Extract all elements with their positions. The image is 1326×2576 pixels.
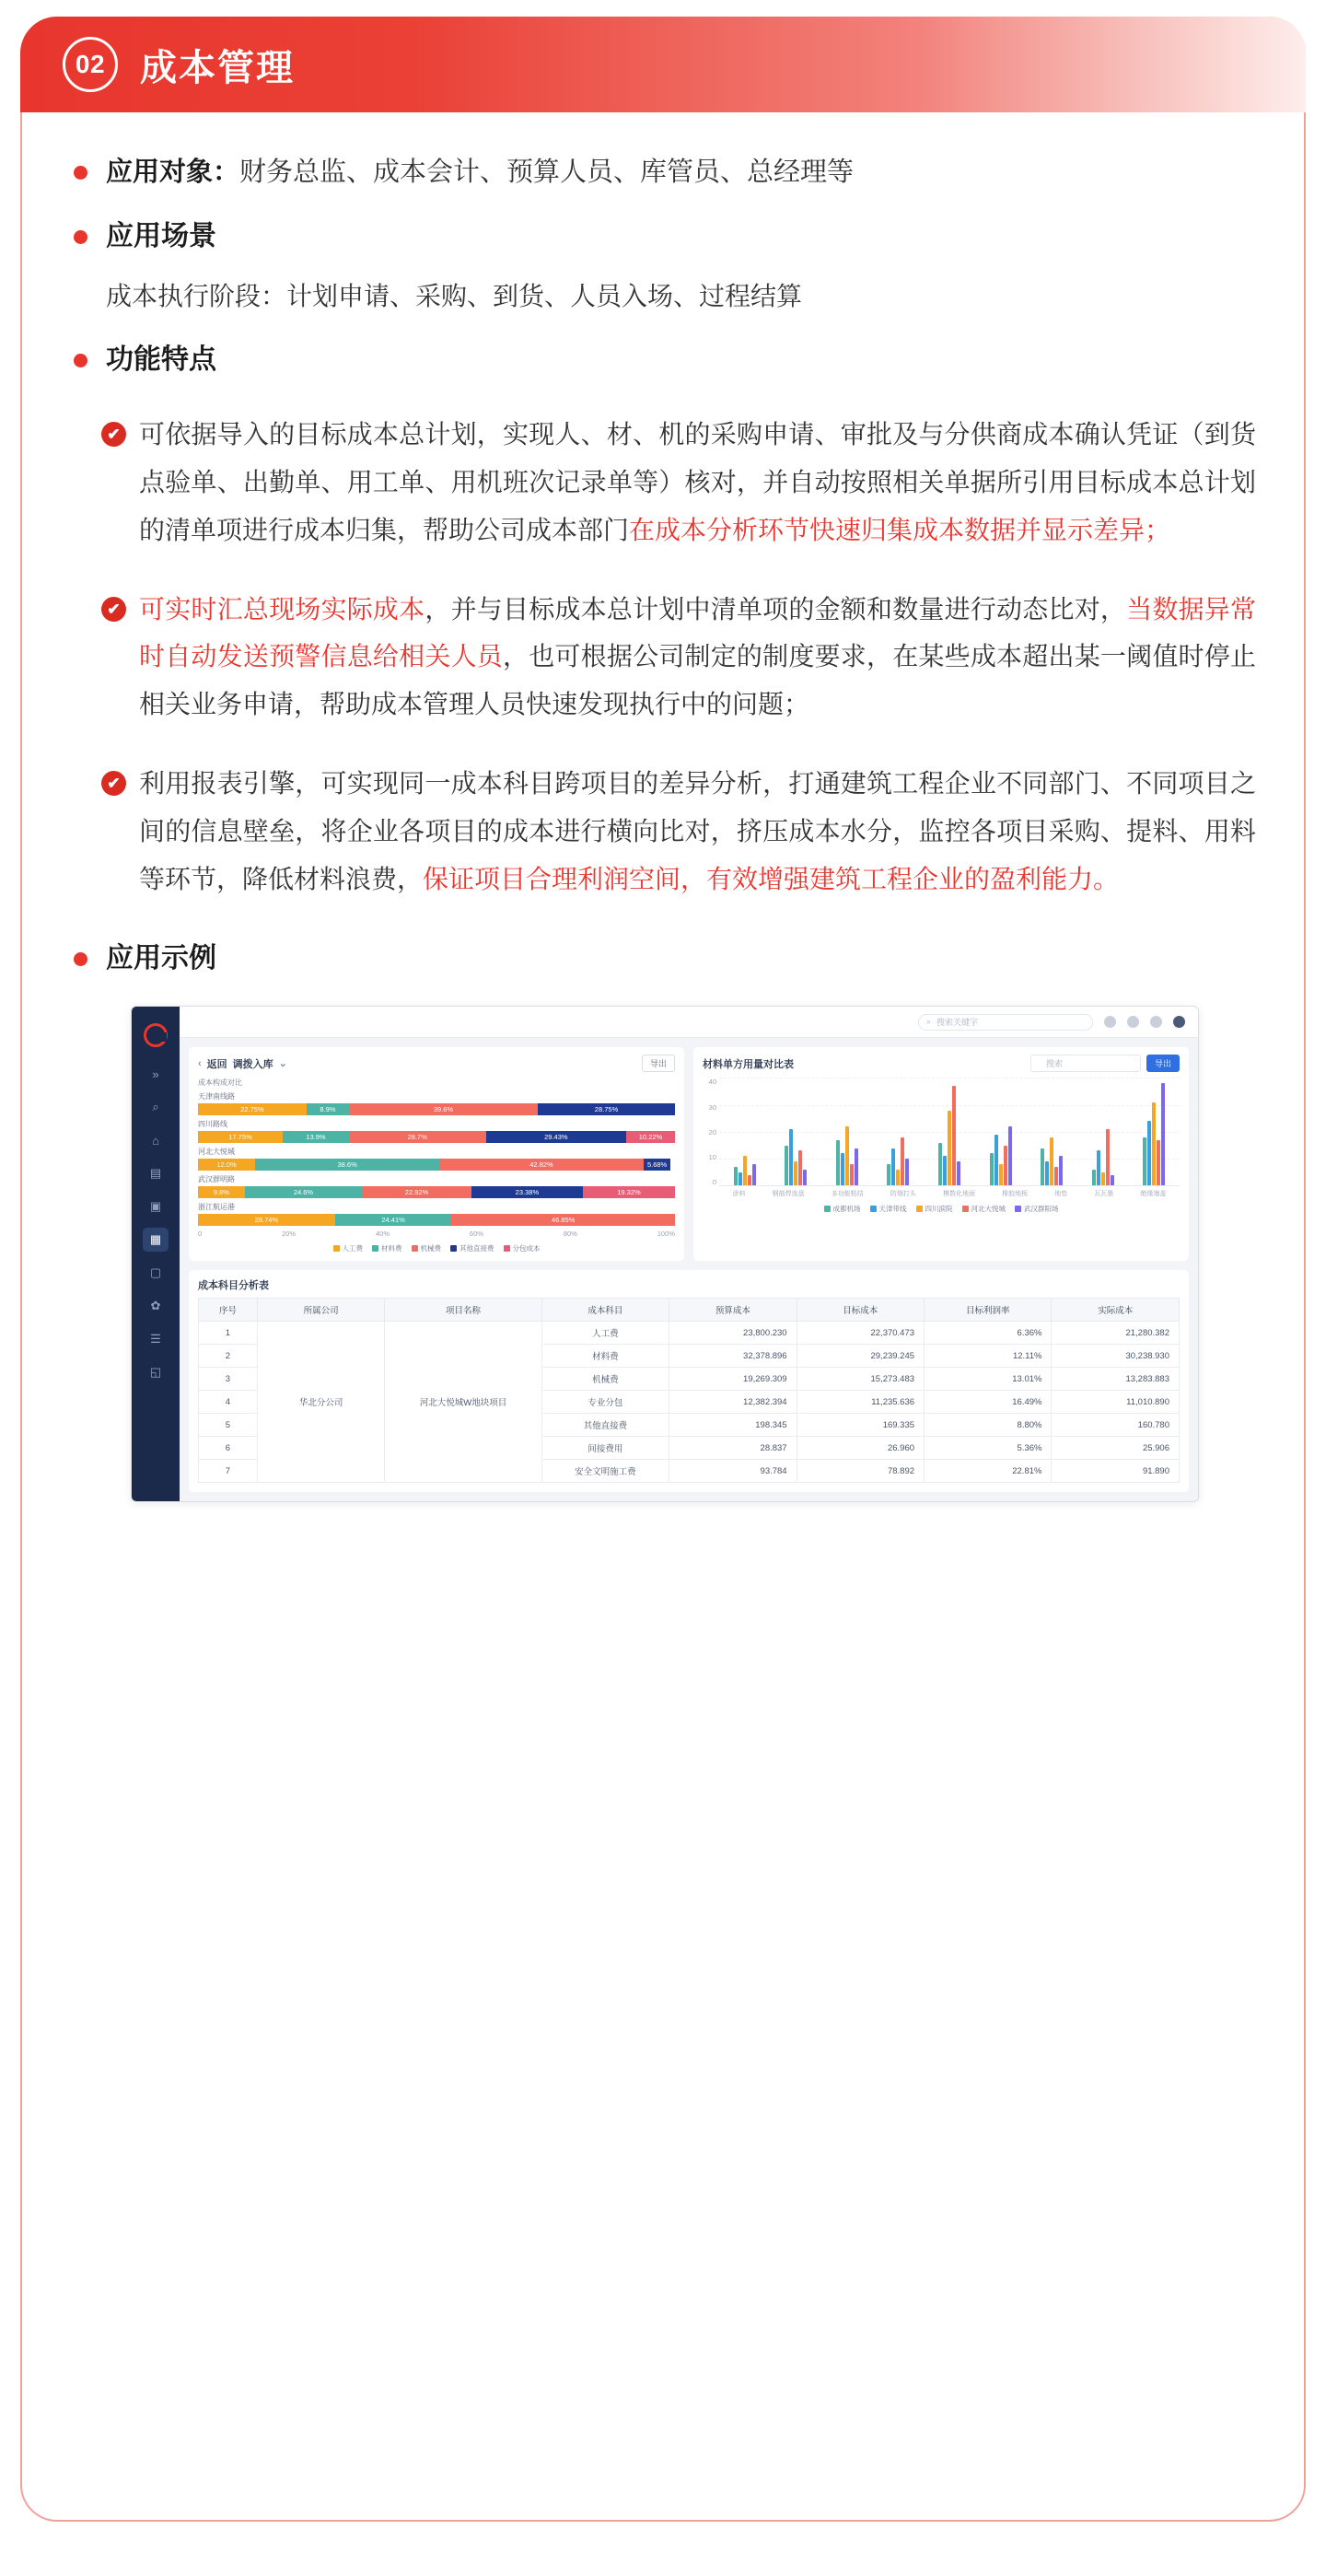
bar-segment: 38.6% [255,1159,439,1171]
app-screenshot [131,1006,1199,1502]
cell-subject: 专业分包 [541,1391,669,1414]
feature-text [139,760,1256,903]
stacked-bar-panel [189,1047,684,1261]
check-circle-icon: ✔ [101,422,126,447]
audience-label: 应用对象： [106,157,240,187]
audience-value: 财务总监、成本会计、预算人员、库管员、总经理等 [239,157,855,187]
section-number-badge: 02 [63,37,118,92]
legend-label: 机械费 [420,1244,441,1253]
feature-item [101,760,1256,903]
home-icon[interactable]: ⌂ [152,1133,159,1148]
app-sidebar [132,1007,180,1501]
y-tick: 40 [708,1078,716,1087]
global-search-input[interactable] [918,1014,1093,1031]
x-tick: 地垫 [1054,1191,1068,1198]
stacked-bar-category: 四川路线 [198,1120,227,1129]
cell-index: 6 [199,1437,258,1460]
expand-icon[interactable]: » [152,1067,159,1081]
cell-target: 11,235.636 [797,1391,924,1414]
bar-cluster [734,1078,756,1185]
legend-item[interactable] [412,1243,442,1253]
bar-segment: 28.74% [198,1214,335,1226]
feature-part-highlight: 保证项目合理利润空间，有效增强建筑工程企业的盈利能力。 [423,864,1120,893]
grouped-bar-panel [693,1047,1189,1261]
stacked-bar [198,1103,675,1115]
check-circle-icon: ✔ [101,771,126,796]
x-tick: 钢筋焊连盘 [772,1191,805,1198]
cell-target: 169.335 [797,1414,924,1437]
stacked-bar [198,1131,675,1143]
column-header: 实际成本 [1052,1299,1180,1322]
bar-segment: 46.85% [451,1214,675,1226]
cell-index: 4 [199,1391,258,1414]
legend-item[interactable] [450,1243,494,1253]
bar-cluster [1041,1078,1063,1185]
cube-icon[interactable]: ▣ [149,1199,162,1214]
legend-item[interactable] [333,1243,364,1253]
check-circle-icon: ✔ [101,597,126,622]
bar-segment: 28.7% [349,1131,486,1143]
x-tick: 0 [198,1230,203,1239]
folder-icon[interactable]: ▢ [149,1265,162,1280]
example-title: 应用示例 [106,943,216,974]
column-header: 目标成本 [797,1299,924,1322]
bar-cluster [938,1078,960,1185]
feature-part-highlight: 在成本分析环节快速归集成本数据并显示差异； [629,515,1171,544]
panel-search-input[interactable] [1030,1055,1141,1072]
bar-cluster [990,1078,1012,1185]
example-row [74,939,1256,978]
bullet-dot-icon [74,230,87,244]
cell-margin: 8.80% [925,1414,1052,1437]
bar-cluster [1143,1078,1165,1185]
grouped-column-chart [703,1078,1180,1186]
x-tick: 绝缘端盖 [1140,1191,1167,1198]
cell-company: 华北分公司 [257,1322,384,1483]
cell-index: 1 [199,1322,258,1345]
legend-label: 河北大悦城 [971,1205,1006,1214]
brand-logo-icon [144,1023,168,1047]
bar-segment: 29.43% [486,1131,626,1143]
legend-label: 成都机场 [832,1205,861,1214]
bell-icon[interactable] [1127,1016,1139,1028]
cell-margin: 12.11% [925,1345,1052,1368]
x-tick: 60% [469,1230,483,1239]
cell-target: 22,370.473 [797,1322,924,1345]
y-tick: 20 [708,1127,716,1136]
stacked-bar-category: 河北大悦城 [198,1148,235,1157]
cell-target: 15,273.483 [797,1368,924,1391]
bar-segment: 12.0% [198,1159,255,1171]
bar-segment: 13.9% [283,1131,349,1143]
cell-subject: 其他直接费 [541,1414,669,1437]
section-title: 成本管理 [140,47,295,88]
x-tick: 80% [563,1230,577,1239]
features-row [74,341,1256,379]
bullet-dot-icon [74,354,87,367]
grouped-legend [703,1204,1180,1214]
bar-segment: 24.41% [335,1214,451,1226]
legend-label: 四川滨院 [925,1205,953,1214]
audience-row [74,153,1256,193]
cell-budget: 32,378.896 [669,1345,797,1368]
bar-segment: 19.32% [583,1186,675,1198]
bar-cluster [887,1078,909,1185]
feature-part-highlight: 当数据异常时自动发送预警信息给相关人员 [139,594,1256,671]
bar-segment: 22.75% [198,1103,307,1115]
cell-budget: 28.837 [669,1437,797,1460]
bar-segment: 22.92% [362,1186,471,1198]
stacked-bar-group [198,1119,675,1143]
column-header: 成本科目 [541,1299,669,1322]
column-header: 序号 [199,1299,258,1322]
settings-icon[interactable]: ✿ [150,1299,161,1313]
cell-budget: 19,269.309 [669,1368,797,1391]
cell-margin: 16.49% [925,1391,1052,1414]
export-button[interactable]: 导出 [642,1055,675,1072]
app-topbar [180,1007,1198,1038]
y-tick: 30 [708,1102,716,1112]
cell-target: 29,239.245 [797,1345,924,1368]
feature-part: 利用报表引擎，可实现同一成本科目跨项目的差异分析，打通建筑工程企业不同部门、不同项目之间的信息壁垒，将企业各项目的成本进行横向比对，挤压成本水分，监控各项目采购、提料、用料等环节，降低材料浪费， [139,769,1256,893]
feature-text [139,586,1256,729]
stacked-bar [198,1186,675,1198]
feature-item [101,411,1256,554]
cell-budget: 23,800.230 [669,1322,797,1345]
stacked-bar-group [198,1147,675,1171]
cell-budget: 198.345 [669,1414,797,1437]
cell-actual: 11,010.890 [1052,1391,1180,1414]
cell-budget: 93.784 [669,1460,797,1483]
bar-segment: 28.75% [538,1103,675,1115]
bar-segment: 39.6% [349,1103,538,1115]
charts-row [180,1038,1198,1270]
bar-segment: 42.82% [439,1159,644,1171]
legend-label: 天津带线 [878,1205,907,1214]
global-search-placeholder: 搜索关键字 [936,1018,979,1028]
bar-segment: 10.22% [626,1131,675,1143]
cell-actual: 25.906 [1052,1437,1180,1460]
feature-part: 可依据导入的目标成本总计划，实现人、材、机的采购申请、审批及与分供商成本确认凭证（到货点验单、出勤单、用工单、用机班次记录单等）核对，并自动按照相关单据所引用目标成本总计划的清单项进行成本归集，帮助公司成本部门 [139,420,1256,544]
section-header [20,17,1306,112]
legend-item[interactable] [1015,1204,1059,1214]
content-body [22,112,1304,1502]
cell-index: 2 [199,1345,258,1368]
y-axis [703,1078,719,1186]
stacked-bar-group [198,1202,675,1226]
page-title: 调拨入库 [232,1058,273,1070]
grouped-panel-title: 材料单方用量对比表 [703,1058,794,1070]
bar-cluster [1092,1078,1114,1185]
x-tick: 瓦瓦墨 [1094,1191,1114,1198]
cell-actual: 30,238.930 [1052,1345,1180,1368]
features-title: 功能特点 [106,344,216,376]
feature-part-highlight: 可实时汇总现场实际成本 [139,594,425,624]
legend-label: 其他直接费 [459,1244,494,1253]
stacked-bar [198,1159,675,1171]
doc-icon[interactable]: ▤ [149,1166,162,1181]
app-main [180,1007,1198,1501]
cell-target: 26.960 [797,1437,924,1460]
table-row [199,1322,1180,1345]
cell-subject: 安全文明施工费 [541,1460,669,1483]
cell-index: 7 [199,1460,258,1483]
legend-item[interactable] [824,1204,861,1214]
stacked-panel-header [198,1055,675,1072]
bar-segment: 5.68% [644,1159,670,1171]
cost-table-title: 成本科目分析表 [198,1280,269,1292]
bar-segment: 24.6% [245,1186,362,1198]
cell-margin: 5.36% [925,1437,1052,1460]
feature-part: ，也可根据公司制定的制度要求，在某些成本超出某一阈值时停止相关业务申请，帮助成本管理人员快速发现执行中的问题； [139,642,1256,719]
legend-item[interactable] [962,1204,1006,1214]
cell-subject: 机械费 [541,1368,669,1391]
x-tick: 40% [376,1230,390,1239]
stacked-bar-category: 天津南线路 [198,1092,235,1102]
bar-segment: 17.75% [198,1131,283,1143]
column-header: 所属公司 [257,1299,384,1322]
cell-margin: 6.36% [925,1322,1052,1345]
legend-label: 武汉群阳场 [1024,1205,1059,1214]
cell-margin: 13.01% [925,1368,1052,1391]
content-card [20,17,1306,2522]
gear-icon[interactable] [1150,1016,1162,1028]
legend-label: 材料费 [381,1244,402,1253]
x-tick: 模数化地面 [942,1191,975,1198]
message-icon[interactable] [1104,1016,1116,1028]
stacked-bar-category: 武汉群明路 [198,1175,235,1184]
x-tick: 橡胶地板 [1002,1191,1029,1198]
cost-table-panel [189,1270,1189,1492]
bullet-dot-icon [74,952,87,966]
panel-search-placeholder: 搜索 [1045,1059,1063,1069]
bar-cluster [836,1078,858,1185]
bar-segment: 9.8% [198,1186,245,1198]
stacked-panel-title [198,1056,287,1071]
audience-text [106,153,854,193]
stacked-bar-group [198,1091,675,1115]
plot-area [719,1078,1180,1186]
chart-icon[interactable]: ▦ [143,1228,169,1252]
export-button[interactable]: 导出 [1146,1055,1180,1072]
grouped-panel-header [703,1055,1180,1072]
legend-label: 人工费 [342,1244,363,1253]
search-icon: ⌕ [926,1017,932,1027]
cost-table [198,1298,1180,1483]
table-header-row [199,1299,1180,1322]
column-header: 预算成本 [669,1299,797,1322]
feature-item [101,586,1256,729]
tag-icon[interactable]: ◱ [149,1365,162,1380]
cell-index: 5 [199,1414,258,1437]
column-header: 目标利润率 [925,1299,1052,1322]
scenario-line: 成本执行阶段：计划申请、采购、到货、人员入场、过程结算 [106,281,803,310]
cell-budget: 12,382.394 [669,1391,797,1414]
scenario-row [74,217,1256,256]
cell-margin: 22.81% [925,1460,1052,1483]
x-tick: 20% [282,1230,297,1239]
stacked-legend [198,1243,675,1253]
chevron-down-icon[interactable]: ⌄ [278,1058,287,1070]
legend-item[interactable] [504,1243,541,1253]
y-tick: 0 [712,1178,716,1187]
bar-segment: 23.38% [471,1186,583,1198]
legend-item[interactable] [372,1243,402,1253]
column-header: 项目名称 [385,1299,541,1322]
search-icon[interactable]: ⌕ [152,1100,159,1114]
x-tick: 多功能粘结 [831,1191,864,1198]
x-tick: 防烟打头 [890,1191,916,1198]
bar-segment: 8.9% [307,1103,349,1115]
x-tick: 涂料 [732,1191,746,1198]
y-tick: 10 [708,1153,716,1162]
stacked-x-axis [198,1230,675,1238]
back-label[interactable]: 返回 [206,1058,227,1070]
scenario-title: 应用场景 [106,220,216,251]
list-icon[interactable]: ☰ [150,1332,161,1346]
cell-target: 78.892 [797,1460,924,1483]
stacked-chart-title: 成本构成对比 [198,1078,242,1088]
bullet-dot-icon [74,166,87,180]
grouped-x-axis [703,1189,1180,1198]
cell-actual: 91.890 [1052,1460,1180,1483]
avatar[interactable] [1173,1016,1185,1028]
cell-index: 3 [199,1368,258,1391]
legend-label: 分包成本 [512,1244,541,1253]
cell-actual: 160.780 [1052,1414,1180,1437]
cell-subject: 人工费 [541,1322,669,1345]
cell-actual: 21,280.382 [1052,1322,1180,1345]
bar-cluster [785,1078,807,1185]
stacked-bar-category: 浙江航运港 [198,1203,235,1212]
back-icon[interactable]: ‹ [198,1057,202,1069]
legend-item[interactable] [870,1204,907,1214]
x-tick: 100% [657,1230,675,1239]
legend-item[interactable] [916,1204,953,1214]
cell-project: 河北大悦城W地块项目 [385,1322,541,1483]
stacked-bar [198,1214,675,1226]
cell-subject: 材料费 [541,1345,669,1368]
cell-subject: 间接费用 [541,1437,669,1460]
feature-part: ，并与目标成本总计划中清单项的金额和数量进行动态比对， [425,594,1127,624]
feature-text [139,411,1256,554]
stacked-bar-group [198,1174,675,1198]
cell-actual: 13,283.883 [1052,1368,1180,1391]
